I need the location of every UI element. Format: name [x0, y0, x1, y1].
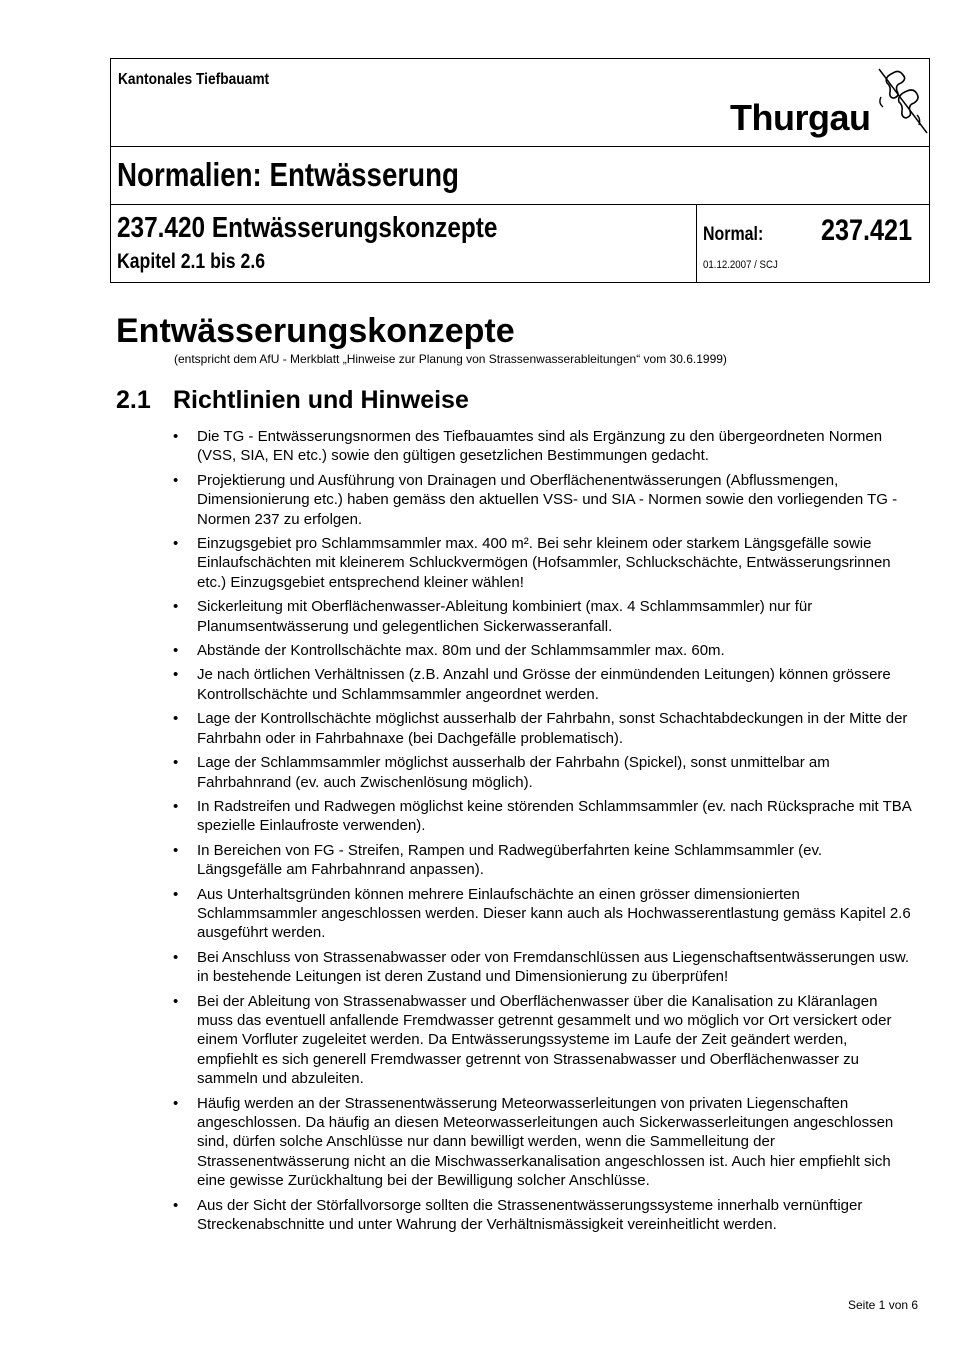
document-title: Normalien: Entwässerung [117, 156, 459, 193]
bullet-icon: • [173, 535, 179, 553]
list-item [173, 948, 911, 987]
bullet-icon: • [173, 948, 179, 966]
main-title: Entwässerungskonzepte [116, 312, 515, 350]
list-item [173, 534, 911, 592]
list-item [173, 841, 911, 880]
list-item [173, 641, 911, 660]
revision-date: 01.12.2007 / SCJ [703, 259, 778, 271]
list-item-text: Lage der Schlammsammler möglichst ausserhalb der Fahrbahn (Spickel), sonst unmittelbar am Fahrbahnrand (ev. auch Zwischenlösung möglich). [197, 754, 830, 791]
agency-name: Kantonales Tiefbauamt [118, 71, 270, 88]
list-item-text: Bei Anschluss von Strassenabwasser oder von Fremdanschlüssen aus Liegenschaftsentwässerungen usw. in bestehende Leitungen ist deren Zustand und Dimensionierung zu überprüfen! [197, 948, 910, 986]
list-item-text: Die TG - Entwässerungsnormen des Tiefbauamtes sind als Ergänzung zu den übergeordneten Normen (VSS, SIA, EN etc.) sowie den gültigen gesetzlichen Bestimmungen gedacht. [197, 428, 883, 465]
document-header [110, 58, 930, 283]
bullet-icon: • [173, 841, 179, 859]
list-item [173, 471, 911, 529]
bullet-icon: • [173, 754, 179, 772]
list-item [173, 992, 911, 1089]
list-item [173, 797, 911, 836]
list-item-text: In Bereichen von FG - Streifen, Rampen und Radwegüberfahrten keine Schlammsammler (ev. Längsgefälle am Fahrbahnrand anpassen). [197, 841, 823, 879]
list-item-text: Je nach örtlichen Verhältnissen (z.B. Anzahl und Grösse der einmündenden Leitungen) können grössere Kontrollschächte und Schlammsammler angeordnet werden. [197, 666, 891, 703]
bullet-icon: • [173, 598, 179, 616]
list-item-text: Aus der Sicht der Störfallvorsorge sollten die Strassenentwässerungssysteme innerhalb vernünftiger Streckenabschnitte und unter Wahrung der Verhältnismässigkeit vereinheitlicht werden. [197, 1196, 863, 1234]
guideline-list [173, 427, 911, 1239]
list-item-text: Häufig werden an der Strassenentwässerung Meteorwasserleitungen von privaten Liegenschaften angeschlossen. Da häufig an diesen Meteorwasserleitungen auch Sickerwasserleitungen angeschlossen sind, dürfen solche Anschlüsse nur dann bewilligt werden, wenn die Sammelleitung der Strassenentwässerung nicht an die Mischwasserkanalisation angeschlossen ist. Auch hier empfiehlt sich eine gewisse Zurückhaltung bei der Bewilligung solcher Anschlüsse. [197, 1094, 894, 1190]
header-title-row [111, 146, 929, 205]
header-agency-row [111, 59, 929, 147]
list-item-text: In Radstreifen und Radwegen möglichst keine störenden Schlammsammler (ev. nach Rücksprache mit TBA spezielle Einlaufroste verwenden). [197, 797, 911, 835]
chapter-range: Kapitel 2.1 bis 2.6 [117, 250, 266, 273]
bullet-icon: • [173, 428, 179, 445]
list-item-text: Bei der Ableitung von Strassenabwasser und Oberflächenwasser über die Kanalisation zu Kläranlagen muss das eventuell anfallende Fremdwasser getrennt gesammelt und wo möglich vor Ort versickert oder einem Vorfluter zugeleitet werden. Da Entwässerungssysteme im Laufe der Zeit geändert werden, empfiehlt es sich generell Fremdwasser getrennt von Strassenabwasser und Oberflächenwasser zu sammeln und abzuleiten. [197, 992, 892, 1088]
list-item [173, 709, 911, 748]
bullet-icon: • [173, 1196, 179, 1214]
section-title: 237.420 Entwässerungskonzepte [117, 212, 498, 244]
bullet-icon: • [173, 1094, 179, 1112]
list-item [173, 1094, 911, 1191]
canton-lions-shield-icon [871, 67, 929, 141]
list-item [173, 665, 911, 704]
bullet-icon: • [173, 797, 179, 815]
bullet-icon: • [173, 992, 179, 1010]
bullet-icon: • [173, 666, 179, 684]
main-subtitle: (entspricht dem AfU - Merkblatt „Hinweise zur Planung von Strassenwasserableitungen“ vom 30.6.1999) [174, 352, 727, 366]
list-item-text: Sickerleitung mit Oberflächenwasser-Ableitung kombiniert (max. 4 Schlammsammler) nur für Planumsentwässerung und gelegentlichen Sickerwasseranfall. [197, 598, 813, 635]
section-heading [116, 386, 469, 415]
list-item-text: Einzugsgebiet pro Schlammsammler max. 400 m². Bei sehr kleinem oder starkem Längsgefälle sowie Einlaufschächten mit kleinerem Schluckvermögen (Hofsammler, Schluckschächte, Entwässerungsrinnen etc.) Einzugsgebiet entsprechend kleiner wählen! [197, 535, 891, 591]
bullet-icon: • [173, 642, 179, 660]
list-item [173, 597, 911, 636]
list-item [173, 753, 911, 792]
normal-number: 237.421 [821, 214, 913, 247]
list-item-text: Projektierung und Ausführung von Drainagen und Oberflächenentwässerungen (Abflussmengen, Dimensionierung etc.) haben gemäss den aktuellen VSS- und SIA - Normen sowie den vorliegenden TG - Normen 237 zu erfolgen. [197, 471, 898, 528]
list-item [173, 1196, 911, 1235]
list-item-text: Lage der Kontrollschächte möglichst ausserhalb der Fahrbahn, sonst Schachtabdeckungen in der Mitte der Fahrbahn oder in Fahrbahnaxe (bei Dachgefälle problematisch). [197, 710, 908, 747]
normal-label: Normal: [703, 224, 764, 245]
header-section-row [111, 204, 929, 282]
bullet-icon: • [173, 885, 179, 903]
list-item [173, 885, 911, 943]
list-item [173, 427, 911, 466]
section-heading-title: Richtlinien und Hinweise [173, 386, 469, 414]
list-item-text: Aus Unterhaltsgründen können mehrere Einlaufschächte an einen grösser dimensionierten Schlammsammler angeschlossen werden. Dieser kann auch als Hochwasserentlastung gemäss Kapitel 2.6 ausgeführt werden. [197, 885, 911, 942]
logo-text: Thurgau [730, 97, 871, 138]
bullet-icon: • [173, 710, 179, 728]
header-divider [696, 204, 697, 282]
bullet-icon: • [173, 471, 179, 489]
list-item-text: Abstände der Kontrollschächte max. 80m und der Schlammsammler max. 60m. [197, 642, 725, 660]
page-number: Seite 1 von 6 [848, 1298, 919, 1312]
section-number: 2.1 [116, 386, 151, 414]
